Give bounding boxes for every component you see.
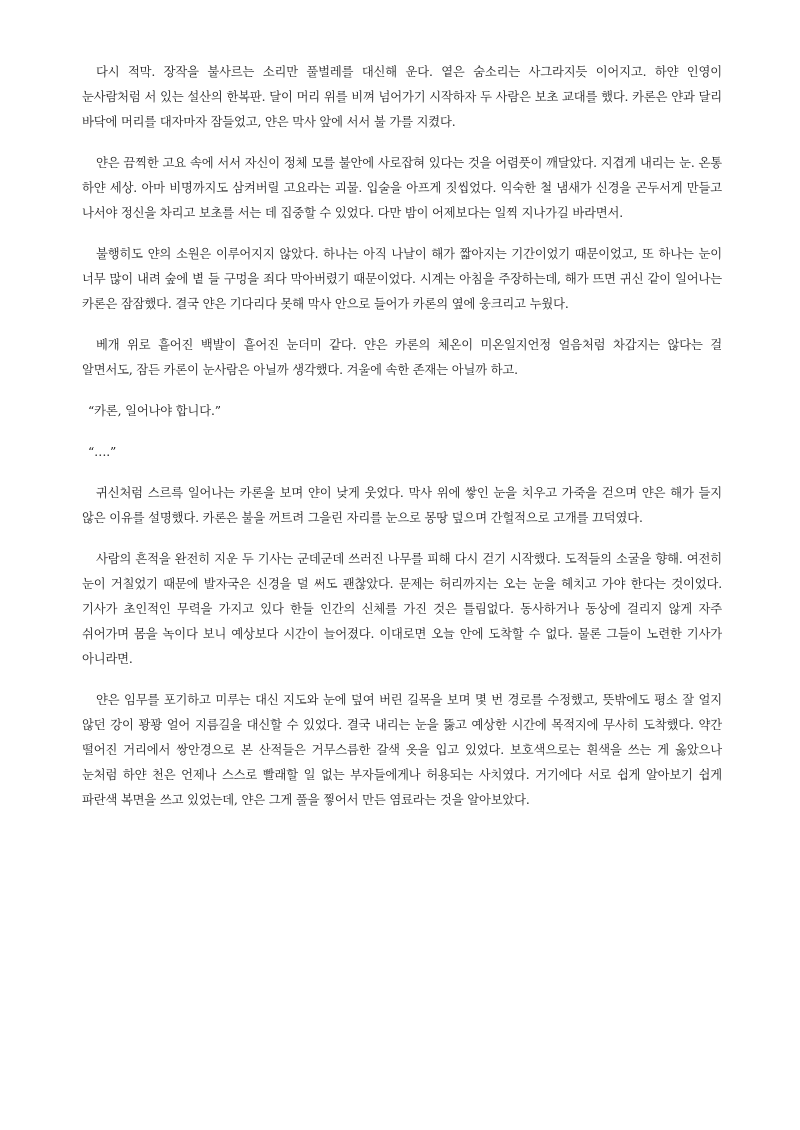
paragraph: 귀신처럼 스르륵 일어나는 카론을 보며 얀이 낮게 웃었다. 막사 위에 쌓인 눈을 치우고 가죽을 걷으며 얀은 해가 들지 않은 이유를 설명했다. 카론은 불을 꺼트려 그을린 자리를 눈으로 몽땅 덮으며 간헐적으로 고개를 끄덕였다.	[82, 486, 722, 525]
paragraph: 베개 위로 흩어진 백발이 흩어진 눈더미 같다. 얀은 카론의 체온이 미온일지언정 얼음처럼 차갑지는 않다는 걸 알면서도, 잠든 카론이 눈사람은 아닐까 생각했다. 겨울에 속한 존재는 아닐까 하고.	[82, 338, 722, 377]
paragraph: 얀은 임무를 포기하고 미루는 대신 지도와 눈에 덮여 버린 길목을 보며 몇 번 경로를 수정했고, 뜻밖에도 평소 잘 얼지 않던 강이 꽝꽝 얼어 지름길을 대신할 수 있었다. 결국 내리는 눈을 뚫고 예상한 시간에 목적지에 무사히 도착했다. 약간 떨어진 거리에서 쌍안경으로 본 산적들은 거무스름한 갈색 옷을 입고 있었다. 보호색으로는 흰색을 쓰는 게 옳았으나 눈처럼 하얀 천은 언제나 스스로 빨래할 일 없는 부자들에게나 허용되는 사치였다. 거기에다 서로 쉽게 알아보기 쉽게 파란색 복면을 쓰고 있었는데, 얀은 그게 풀을 찧어서 만든 염료라는 것을 알아보았다.	[82, 693, 722, 807]
paragraph: 다시 적막. 장작을 불사르는 소리만 풀벌레를 대신해 운다. 옅은 숨소리는 사그라지듯 이어지고. 하얀 인영이 눈사람처럼 서 있는 설산의 한복판. 달이 머리 위를 비껴 넘어가기 시작하자 두 사람은 보초 교대를 했다. 카론은 얀과 달리 바닥에 머리를 대자마자 잠들었고, 얀은 막사 앞에 서서 불 가를 지켰다.	[82, 65, 722, 129]
paragraph: 얀은 끔찍한 고요 속에 서서 자신이 정체 모를 불안에 사로잡혀 있다는 것을 어렴풋이 깨달았다. 지겹게 내리는 눈. 온통 하얀 세상. 아마 비명까지도 삼켜버릴 고요라는 괴물. 입술을 아프게 짓씹었다. 익숙한 철 냄새가 신경을 곤두서게 만들고 나서야 정신을 차리고 보초를 서는 데 집중할 수 있었다. 다만 밤이 어제보다는 일찍 지나가길 바라면서.	[82, 156, 722, 220]
dialogue-line: “….”	[88, 445, 117, 459]
paragraph: 불행히도 얀의 소원은 이루어지지 않았다. 하나는 아직 나날이 해가 짧아지는 기간이었기 때문이었고, 또 하나는 눈이 너무 많이 내려 숲에 볕 들 구멍을 죄다 막아버렸기 때문이었다. 시계는 아침을 주장하는데, 해가 뜨면 귀신 같이 일어나는 카론은 잠잠했다. 결국 얀은 기다리다 못해 막사 안으로 들어가 카론의 옆에 웅크리고 누웠다.	[82, 247, 722, 311]
document-page	[82, 60, 722, 829]
dialogue-line: “카론, 일어나야 합니다.”	[88, 404, 221, 418]
paragraph: 사람의 흔적을 완전히 지운 두 기사는 군데군데 쓰러진 나무를 피해 다시 걷기 시작했다. 도적들의 소굴을 향해. 여전히 눈이 거칠었기 때문에 발자국은 신경을 덜 써도 괜찮았다. 문제는 허리까지는 오는 눈을 헤치고 가야 한다는 것이었다. 기사가 초인적인 무력을 가지고 있다 한들 인간의 신체를 가진 것은 틀림없다. 동사하거나 동상에 걸리지 않게 자주 쉬어가며 몸을 녹이다 보니 예상보다 시간이 늘어졌다. 이대로면 오늘 안에 도착할 수 없다. 물론 그들이 노련한 기사가 아니라면.	[82, 552, 722, 666]
